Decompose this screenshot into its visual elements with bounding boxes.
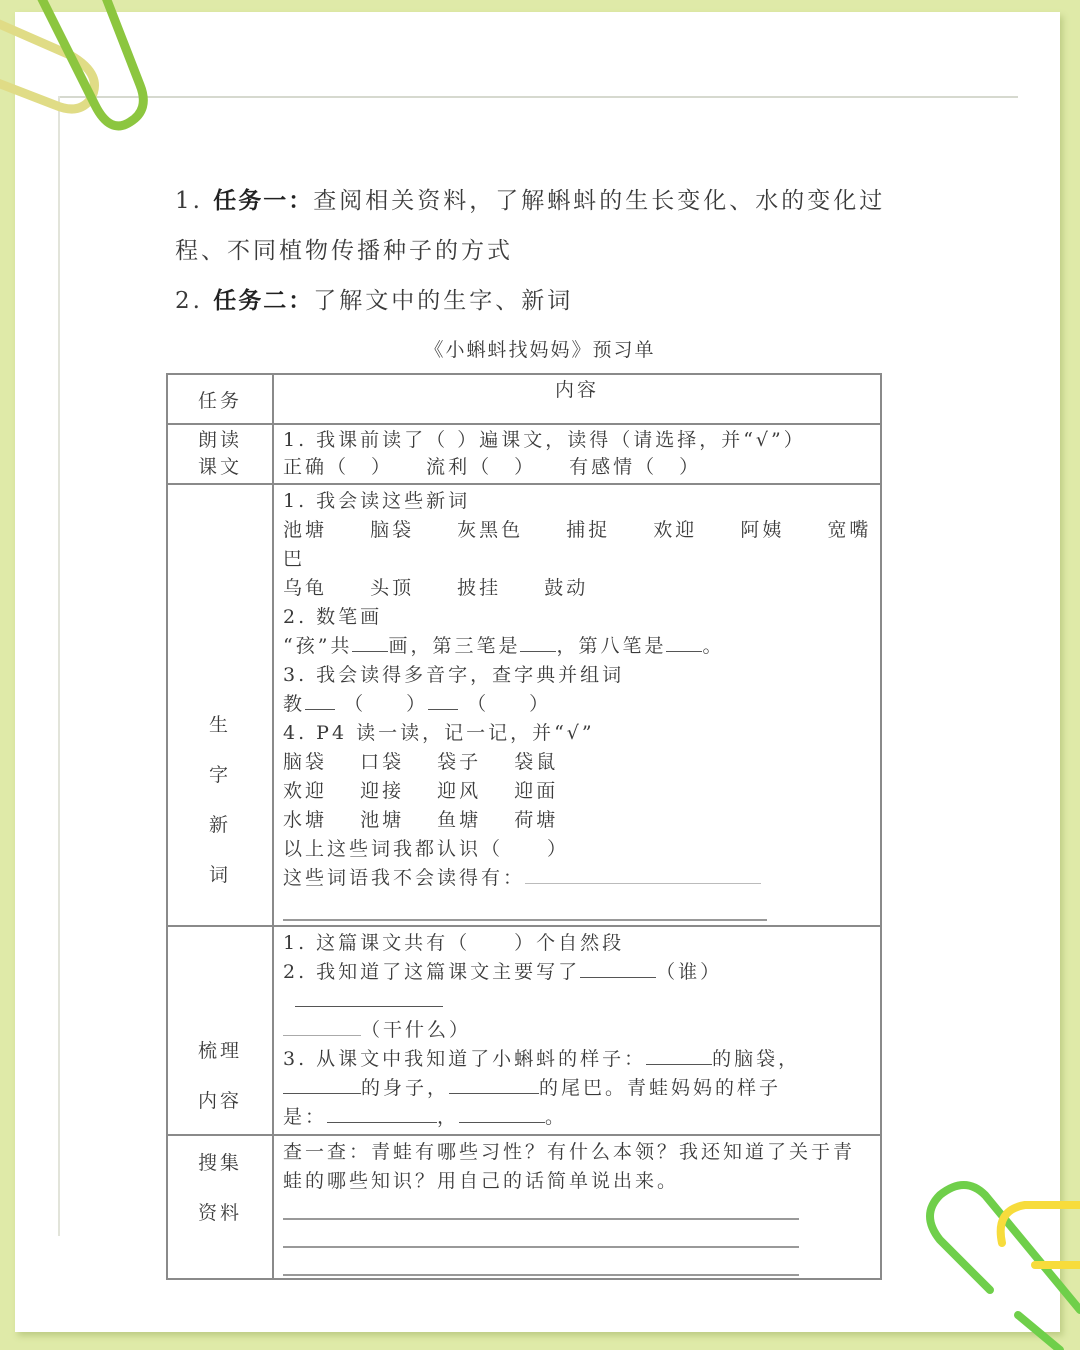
answer-line-3[interactable]: [283, 1274, 799, 1276]
word: 鼓动: [544, 577, 589, 599]
word: 头顶: [370, 577, 415, 599]
word-group-1: [283, 748, 872, 777]
pinyin-blank-2[interactable]: [428, 691, 458, 710]
label-reading: [167, 424, 273, 484]
paren-open: （: [467, 693, 490, 715]
label-summary: [167, 926, 273, 1135]
label-research-2: 资料: [197, 1202, 242, 1224]
word: 阿姨: [740, 519, 785, 541]
reading-content: [273, 424, 881, 484]
label-research-1: 搜集: [197, 1152, 242, 1174]
option-fluent[interactable]: 流利（ ）: [426, 456, 537, 478]
label-vocab-3: 新: [208, 814, 231, 836]
task-one: [175, 182, 885, 215]
summary-q1: 1. 这篇课文共有（ ）个自然段: [283, 932, 625, 954]
summary-q3-cont: [283, 1074, 872, 1103]
research-content: [273, 1135, 881, 1279]
task-one-text: 查阅相关资料，了解蝌蚪的生长变化、水的变化过: [313, 188, 886, 214]
label-vocab-4: 词: [208, 864, 231, 886]
label-reading-2: 课文: [197, 456, 242, 478]
word: 荷塘: [514, 809, 559, 831]
who-blank[interactable]: [580, 959, 656, 978]
task-two-text: 了解文中的生字、新词: [313, 288, 574, 314]
stroke-eighth-blank[interactable]: [666, 633, 702, 652]
vocab-content: [273, 484, 881, 926]
vocab-words-line-1: [283, 516, 872, 574]
pinyin-blank-1[interactable]: [305, 691, 335, 710]
summary-q2-text: 2. 我知道了这篇课文主要写了: [283, 961, 581, 983]
stroke-count-line: [283, 632, 872, 661]
option-expressive[interactable]: 有感情（ ）: [569, 456, 702, 478]
word: 灰黑色: [457, 519, 524, 541]
label-vocab: [167, 484, 273, 926]
summary-what: （干什么）: [361, 1019, 472, 1041]
polyphone-line: [283, 690, 872, 719]
paren-close: ）: [406, 693, 429, 715]
tail-blank[interactable]: [449, 1075, 539, 1094]
word: 口袋: [360, 751, 405, 773]
word: 欢迎: [283, 780, 328, 802]
cant-read-label: 这些词语我不会读得有：: [283, 867, 526, 889]
table-row-summary: [167, 926, 881, 1135]
vocab-q3: 3. 我会读得多音字，查字典并组词: [283, 664, 625, 686]
paren-close: ）: [529, 693, 552, 715]
polyphone-char: 教: [283, 693, 306, 715]
summary-is: 是：: [283, 1106, 328, 1128]
vocab-q4: 4. P4 读一读，记一记，并“√”: [283, 722, 595, 744]
preview-sheet-table: [166, 373, 882, 1280]
word: 迎风: [437, 780, 482, 802]
summary-q3-text: 3. 从课文中我知道了小蝌蚪的样子：: [283, 1048, 647, 1070]
word-group-3: [283, 806, 872, 835]
paren-open: （: [344, 693, 367, 715]
frog-blank-1[interactable]: [327, 1104, 437, 1123]
cant-read-line: [283, 864, 872, 893]
summary-body: 的身子，: [361, 1077, 450, 1099]
summary-content: [273, 926, 881, 1135]
word: 乌龟: [283, 577, 328, 599]
word: 水塘: [283, 809, 328, 831]
word: 宽嘴巴: [283, 519, 872, 570]
word: 脑袋: [283, 751, 328, 773]
frog-blank-2[interactable]: [459, 1104, 545, 1123]
vocab-words-line-2: [283, 574, 872, 603]
option-correct[interactable]: 正确（ ）: [283, 456, 394, 478]
word: 鱼塘: [437, 809, 482, 831]
summary-tail: 的尾巴。青蛙妈妈的样子: [539, 1077, 782, 1099]
table-row-research: [167, 1135, 881, 1279]
word: 池塘: [360, 809, 405, 831]
table-row-reading: [167, 424, 881, 484]
answer-line-1[interactable]: [283, 1218, 799, 1220]
summary-head: 的脑袋，: [712, 1048, 801, 1070]
cant-read-blank[interactable]: [525, 865, 761, 884]
word: 池塘: [283, 519, 328, 541]
word: 披挂: [457, 577, 502, 599]
summary-q2-cont: [283, 1016, 872, 1045]
label-reading-1: 朗读: [197, 429, 242, 451]
stroke-text-c: ，第八笔是: [556, 635, 667, 657]
word: 迎面: [514, 780, 559, 802]
summary-comma: ，: [437, 1106, 460, 1128]
label-research: [167, 1135, 273, 1279]
what-blank-2[interactable]: [283, 1017, 361, 1036]
research-prompt: 查一查：青蛙有哪些习性？有什么本领？我还知道了关于青蛙的哪些知识？用自己的话简单说出来。: [283, 1141, 856, 1192]
stroke-text-b: 画，第三笔是: [388, 635, 521, 657]
head-blank[interactable]: [646, 1046, 712, 1065]
task-two-title: 任务二：: [213, 288, 314, 314]
reading-question: 1. 我课前读了（ ）遍课文，读得（请选择，并“√”）: [283, 429, 806, 451]
word: 袋子: [437, 751, 482, 773]
label-vocab-2: 字: [208, 764, 231, 786]
header-content: 内容: [273, 374, 881, 424]
label-summary-2: 内容: [197, 1089, 242, 1112]
label-summary-1: 梳理: [197, 1039, 242, 1062]
word: 捕捉: [566, 519, 611, 541]
task-two: [175, 282, 573, 315]
summary-end: 。: [545, 1106, 568, 1128]
table-row-vocab: [167, 484, 881, 926]
sheet-title: 《小蝌蚪找妈妈》预习单: [424, 339, 656, 361]
word: 袋鼠: [514, 751, 559, 773]
answer-line[interactable]: [283, 919, 767, 921]
word: 迎接: [360, 780, 405, 802]
answer-line-2[interactable]: [283, 1246, 799, 1248]
task-one-title: 任务一：: [213, 188, 314, 214]
word: 欢迎: [653, 519, 698, 541]
summary-q3: [283, 1045, 872, 1074]
task-one-continuation: [175, 232, 513, 265]
vocab-q2: 2. 数笔画: [283, 606, 383, 628]
stroke-text-a: “孩”共: [283, 635, 353, 657]
task-two-num: 2.: [175, 288, 203, 314]
know-all-check[interactable]: 以上这些词我都认识（ ）: [283, 838, 570, 860]
stroke-total-blank[interactable]: [352, 633, 388, 652]
stroke-third-blank[interactable]: [520, 633, 556, 652]
summary-q3-frog: [283, 1103, 872, 1132]
stroke-text-d: 。: [702, 635, 725, 657]
table-header-row: [167, 374, 881, 424]
reading-options: [283, 454, 872, 481]
label-vocab-1: 生: [208, 714, 231, 736]
body-blank[interactable]: [283, 1075, 361, 1094]
header-task: 任务: [167, 374, 273, 424]
word: 脑袋: [370, 519, 415, 541]
vocab-q1: 1. 我会读这些新词: [283, 490, 471, 512]
task-one-num: 1.: [175, 188, 203, 214]
word-group-2: [283, 777, 872, 806]
what-blank-1[interactable]: [295, 988, 443, 1007]
summary-q2: [283, 958, 872, 1016]
summary-who: （谁）: [656, 961, 723, 983]
task-one-text-cont: 程、不同植物传播种子的方式: [175, 238, 513, 264]
